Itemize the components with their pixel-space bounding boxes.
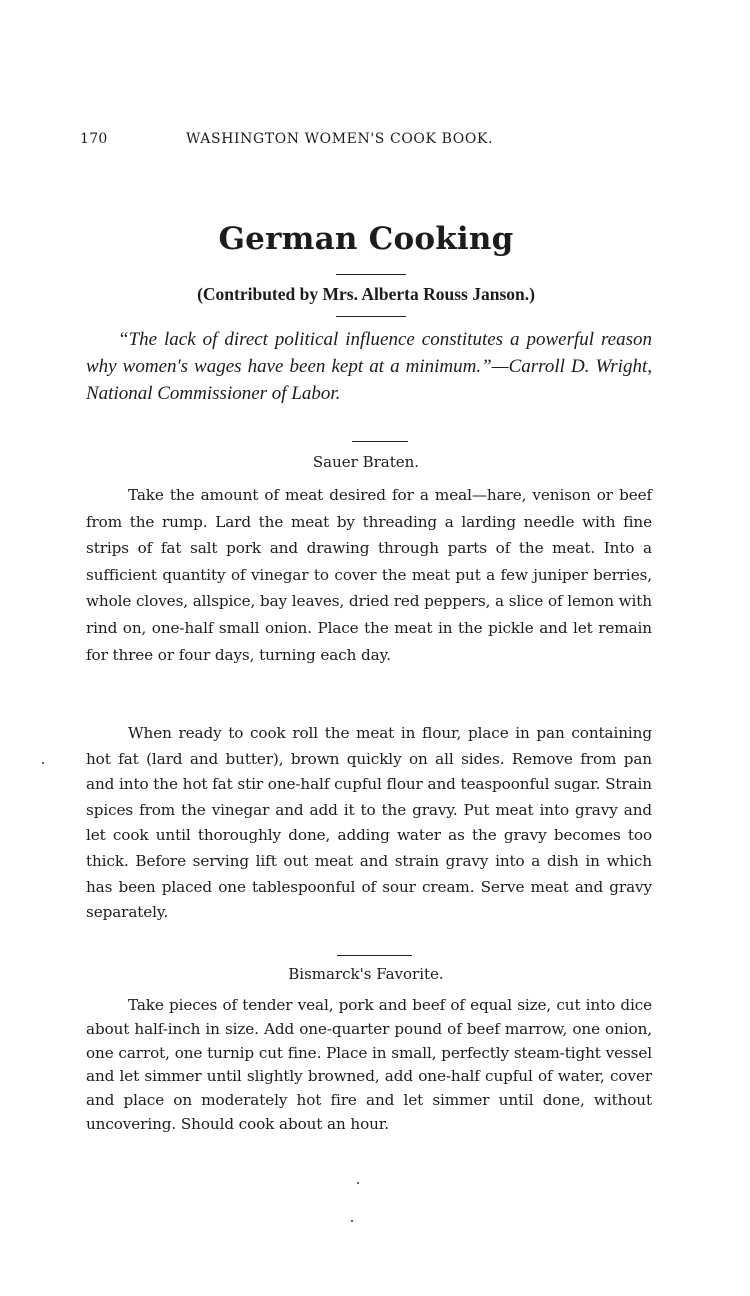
recipe-heading-sauer-braten: Sauer Braten.	[312, 453, 420, 471]
section-rule-1	[352, 441, 408, 442]
recipe-paragraph: When ready to cook roll the meat in flour, place in pan containing hot fat (lard and butter), brown quickly on all sides. Remove from pan and into the hot fat stir one-half cupful flour and teaspoonful sugar. Strain spices from the vinegar and add it to the gravy. Put meat into gravy and let cook until thoroughly done, adding water as the gravy becomes too thick. Before serving lift out meat and strain gravy into a dish in which has been placed one tablespoonful of sour cream. Serve meat and gravy separately.	[86, 724, 652, 922]
print-speck	[351, 1220, 353, 1222]
contributor-line: (Contributed by Mrs. Alberta Rouss Janson.)	[197, 284, 535, 304]
page-title: German Cooking	[218, 221, 514, 257]
print-speck	[42, 762, 44, 764]
print-speck	[357, 1182, 359, 1184]
recipe-paragraph: Take the amount of meat desired for a meal—hare, venison or beef from the rump. Lard the meat by threading a larding needle with fine strips of fat salt pork and drawing through parts of the meat. Into a sufficient quantity of vinegar to cover the meat put a few juniper berries, whole cloves, allspice, bay leaves, dried red peppers, a slice of lemon with rind on, one-half small onion. Place the meat in the pickle and let remain for three or four days, turning each day.	[86, 486, 652, 664]
recipe-paragraph: Take pieces of tender veal, pork and beef of equal size, cut into dice about half-inch in size. Add one-quarter pound of beef marrow, one onion, one carrot, one turnip cut fine. Place in small, perfectly steam-tight vessel and let simmer until slightly browned, add one-half cupful of water, cover and place on moderately hot fire and let simmer until done, without uncovering. Should cook about an hour.	[86, 996, 652, 1133]
running-title: WASHINGTON WOMEN'S COOK BOOK.	[186, 131, 494, 147]
epigraph-quote: “The lack of direct political influence constitutes a powerful reason why women's wages have been kept at a minimum.”—Carroll D. Wright, National Commissioner of Labor.	[86, 329, 652, 404]
page-number: 170	[80, 131, 108, 147]
contributor-rule	[336, 316, 406, 317]
title-rule	[336, 274, 406, 275]
section-rule-2	[337, 955, 412, 956]
recipe-heading-bismarcks-favorite: Bismarck's Favorite.	[288, 965, 444, 983]
